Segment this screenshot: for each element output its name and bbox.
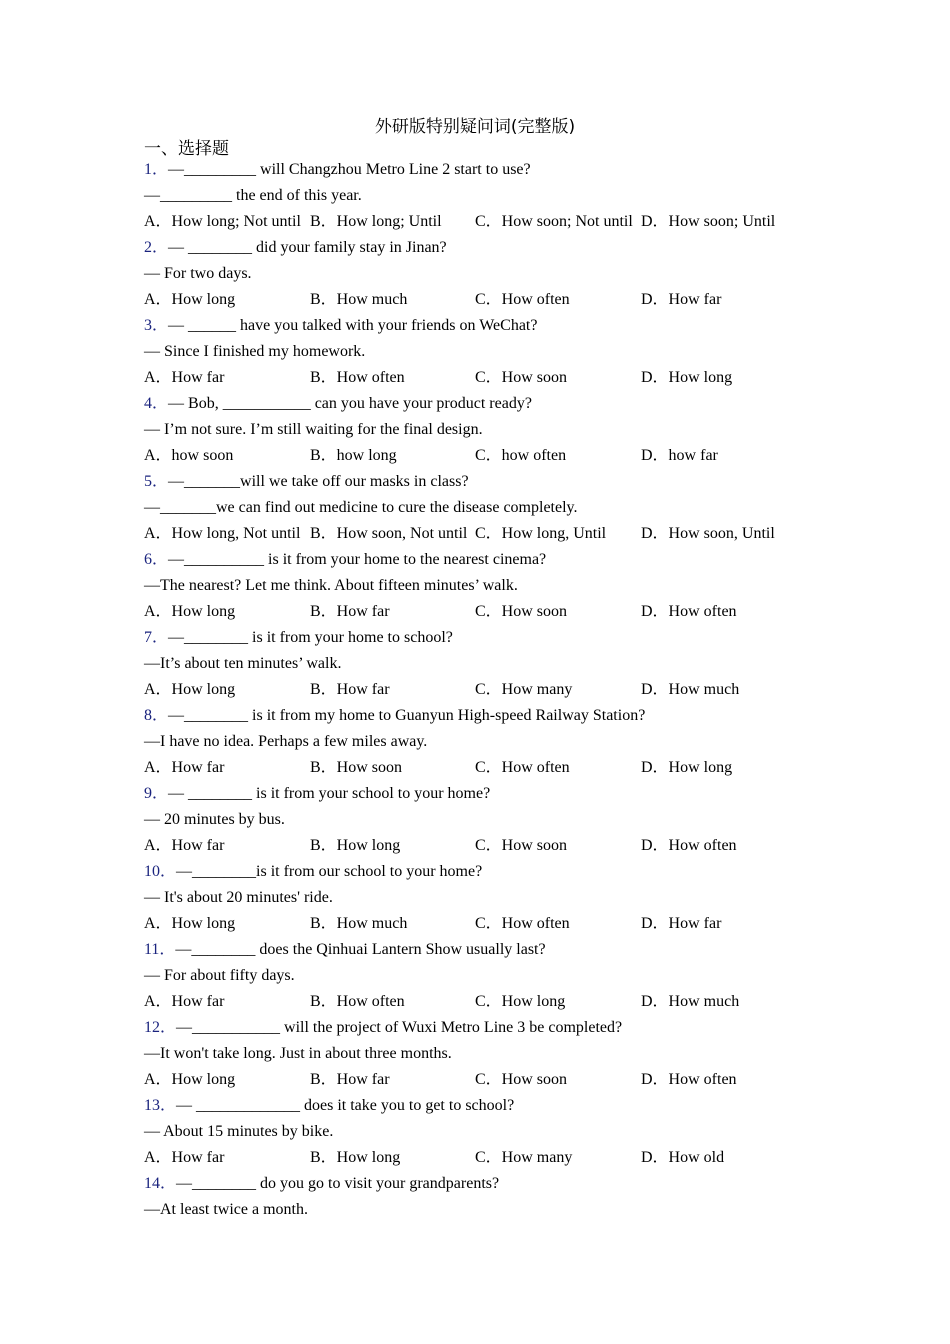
option-a[interactable]: A．How far (144, 369, 225, 386)
answer-dialogue: — Since I finished my homework. (144, 343, 366, 360)
option-b[interactable]: B．How soon, Not until (310, 525, 468, 542)
option-c[interactable]: C．How soon; Not until (475, 213, 633, 230)
answer-dialogue: —At least twice a month. (144, 1201, 308, 1218)
question-prompt: — ________ is it from your school to your home? (168, 785, 491, 802)
question-prompt: — ______ have you talked with your friends on WeChat? (168, 317, 538, 334)
option-d[interactable]: D．How long (641, 369, 733, 386)
question-number: 4． (144, 395, 169, 412)
question-prompt: — Bob, ___________ can you have your product ready? (168, 395, 532, 412)
option-a[interactable]: A．how soon (144, 447, 234, 464)
option-c[interactable]: C．How soon (475, 603, 568, 620)
question-item (144, 703, 804, 781)
question-text (144, 547, 804, 573)
options-row (144, 287, 804, 313)
question-prompt: —________ does the Qinhuai Lantern Show usually last? (175, 941, 546, 958)
question-item (144, 469, 804, 547)
question-text (144, 1015, 804, 1041)
question-number: 5． (144, 473, 169, 490)
answer-dialogue: —It won't take long. Just in about three months. (144, 1045, 452, 1062)
answer-dialogue: — It's about 20 minutes' ride. (144, 889, 333, 906)
options-row (144, 833, 804, 859)
option-c[interactable]: C．How often (475, 915, 570, 932)
question-item (144, 547, 804, 625)
option-d[interactable]: D．How long (641, 759, 733, 776)
question-prompt: —________is it from our school to your home? (176, 863, 483, 880)
answer-dialogue: —I have no idea. Perhaps a few miles away. (144, 733, 428, 750)
option-d[interactable]: D．How often (641, 1071, 737, 1088)
question-number: 8． (144, 707, 169, 724)
option-b[interactable]: B．How much (310, 291, 408, 308)
option-b[interactable]: B．How far (310, 603, 390, 620)
question-text (144, 235, 804, 261)
question-text (144, 859, 804, 885)
option-a[interactable]: A．How long (144, 291, 236, 308)
options-row (144, 365, 804, 391)
answer-dialogue: — About 15 minutes by bike. (144, 1123, 334, 1140)
options-row (144, 755, 804, 781)
question-prompt: —________ is it from your home to school? (168, 629, 453, 646)
question-prompt: — ________ did your family stay in Jinan? (168, 239, 447, 256)
question-item (144, 235, 804, 313)
question-prompt: —___________ will the project of Wuxi Metro Line 3 be completed? (176, 1019, 623, 1036)
question-text (144, 469, 804, 495)
option-c[interactable]: C．how often (475, 447, 567, 464)
options-row (144, 1145, 804, 1171)
question-text (144, 313, 804, 339)
answer-dialogue: —_________ the end of this year. (144, 187, 362, 204)
option-c[interactable]: C．How many (475, 681, 573, 698)
question-item (144, 625, 804, 703)
answer-dialogue: — For about fifty days. (144, 967, 295, 984)
question-item (144, 313, 804, 391)
option-c[interactable]: C．How soon (475, 1071, 568, 1088)
answer-dialogue: — I’m not sure. I’m still waiting for the final design. (144, 421, 483, 438)
options-row (144, 677, 804, 703)
option-b[interactable]: B．How often (310, 369, 405, 386)
option-d[interactable]: D．How often (641, 837, 737, 854)
option-a[interactable]: A．How far (144, 1149, 225, 1166)
option-d[interactable]: D．How often (641, 603, 737, 620)
answer-dialogue: —The nearest? Let me think. About fifteen minutes’ walk. (144, 577, 518, 594)
question-item (144, 157, 804, 235)
option-a[interactable]: A．How long; Not until (144, 213, 301, 230)
option-d[interactable]: D．how far (641, 447, 718, 464)
option-d[interactable]: D．How far (641, 291, 722, 308)
question-text (144, 781, 804, 807)
option-c[interactable]: C．How long, Until (475, 525, 607, 542)
option-a[interactable]: A．How far (144, 993, 225, 1010)
option-d[interactable]: D．How much (641, 993, 740, 1010)
answer-dialogue: — For two days. (144, 265, 252, 282)
options-row (144, 209, 804, 235)
question-number: 3． (144, 317, 169, 334)
question-text (144, 1093, 804, 1119)
question-number: 1． (144, 161, 169, 178)
question-item (144, 1093, 804, 1171)
options-row (144, 1067, 804, 1093)
question-number: 12． (144, 1019, 177, 1036)
question-item (144, 937, 804, 1015)
document-title: 外研版特别疑问词(完整版) (374, 117, 576, 137)
option-d[interactable]: D．How much (641, 681, 740, 698)
option-c[interactable]: C．How often (475, 759, 570, 776)
option-b[interactable]: B．how long (310, 447, 397, 464)
question-number: 10． (144, 863, 177, 880)
option-d[interactable]: D．How old (641, 1149, 725, 1166)
question-prompt: —_________ will Changzhou Metro Line 2 start to use? (168, 161, 531, 178)
section-heading: 一、选择题 (144, 139, 229, 159)
question-text (144, 391, 804, 417)
option-b[interactable]: B．How long (310, 837, 401, 854)
question-number: 2． (144, 239, 169, 256)
options-row (144, 521, 804, 547)
option-d[interactable]: D．How far (641, 915, 722, 932)
question-number: 7． (144, 629, 169, 646)
option-d[interactable]: D．How soon, Until (641, 525, 775, 542)
option-b[interactable]: B．How soon (310, 759, 403, 776)
option-a[interactable]: A．How far (144, 759, 225, 776)
option-d[interactable]: D．How soon; Until (641, 213, 776, 230)
question-number: 9． (144, 785, 169, 802)
option-b[interactable]: B．How far (310, 1071, 390, 1088)
question-item (144, 391, 804, 469)
question-item (144, 859, 804, 937)
question-prompt: —________ do you go to visit your grandparents? (176, 1175, 500, 1192)
question-item (144, 1171, 804, 1223)
question-prompt: —________ is it from my home to Guanyun High-speed Railway Station? (168, 707, 646, 724)
question-list (144, 157, 804, 1223)
answer-dialogue: —_______we can find out medicine to cure the disease completely. (144, 499, 578, 516)
option-b[interactable]: B．How much (310, 915, 408, 932)
options-row (144, 443, 804, 469)
option-c[interactable]: C．How soon (475, 369, 568, 386)
answer-dialogue: —It’s about ten minutes’ walk. (144, 655, 342, 672)
question-item (144, 781, 804, 859)
options-row (144, 911, 804, 937)
options-row (144, 989, 804, 1015)
answer-dialogue: — 20 minutes by bus. (144, 811, 285, 828)
question-prompt: —_______will we take off our masks in class? (168, 473, 469, 490)
option-c[interactable]: C．How often (475, 291, 570, 308)
option-b[interactable]: B．How far (310, 681, 390, 698)
option-a[interactable]: A．How long (144, 915, 236, 932)
question-number: 13． (144, 1097, 177, 1114)
question-text (144, 157, 804, 183)
question-text (144, 937, 804, 963)
option-a[interactable]: A．How long (144, 1071, 236, 1088)
option-a[interactable]: A．How long (144, 603, 236, 620)
question-number: 14． (144, 1175, 177, 1192)
question-number: 11． (144, 941, 176, 958)
option-b[interactable]: B．How often (310, 993, 405, 1010)
option-a[interactable]: A．How far (144, 837, 225, 854)
options-row (144, 599, 804, 625)
question-prompt: — _____________ does it take you to get to school? (176, 1097, 515, 1114)
option-c[interactable]: C．How many (475, 1149, 573, 1166)
option-b[interactable]: B．How long (310, 1149, 401, 1166)
question-item (144, 1015, 804, 1093)
option-a[interactable]: A．How long (144, 681, 236, 698)
option-c[interactable]: C．How soon (475, 837, 568, 854)
question-text (144, 1171, 804, 1197)
question-text (144, 625, 804, 651)
question-prompt: —__________ is it from your home to the nearest cinema? (168, 551, 547, 568)
option-c[interactable]: C．How long (475, 993, 566, 1010)
option-a[interactable]: A．How long, Not until (144, 525, 301, 542)
option-b[interactable]: B．How long; Until (310, 213, 442, 230)
question-number: 6． (144, 551, 169, 568)
question-text (144, 703, 804, 729)
